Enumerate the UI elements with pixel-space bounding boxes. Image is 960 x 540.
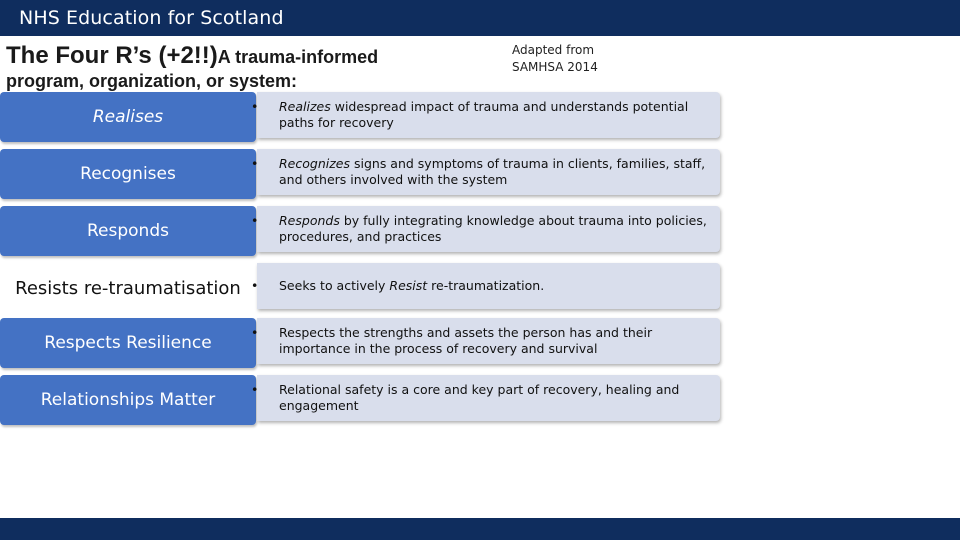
r-label-respects: Respects Resilience [0, 318, 256, 368]
r-desc-recognises: • Recognizes signs and symptoms of trauma in clients, families, staff, and others involved with the system [257, 149, 720, 195]
r-label-relationships: Relationships Matter [0, 375, 256, 425]
slide-title [6, 42, 496, 89]
r-desc-resists: • Seeks to actively Resist re-traumatization. [257, 263, 720, 309]
r-desc-pre: Seeks to actively [279, 278, 390, 293]
title-main: The Four R’s (+2!!) [6, 42, 218, 69]
r-desc-realises: • Realizes widespread impact of trauma and understands potential paths for recovery [257, 92, 720, 138]
r-label-resists: Resists re-traumatisation [0, 263, 256, 313]
r-row-responds [0, 206, 720, 256]
r-desc-emph: Realizes [279, 99, 331, 114]
r-desc-text: widespread impact of trauma and understands potential paths for recovery [279, 99, 689, 130]
r-label-responds: Responds [0, 206, 256, 256]
title-line-2: program, organization, or system: [6, 71, 298, 91]
title-sub: A trauma-informed [217, 47, 379, 67]
r-desc-text: signs and symptoms of trauma in clients, families, staff, and others involved with the system [279, 156, 706, 187]
r-row-realises [0, 92, 720, 142]
r-row-recognises [0, 149, 720, 199]
r-row-relationships [0, 375, 720, 425]
source-note-line-2: SAMHSA 2014 [512, 60, 598, 74]
r-desc-emph: Resist [389, 278, 428, 293]
r-label-recognises: Recognises [0, 149, 256, 199]
source-note-line-1: Adapted from [512, 43, 595, 57]
r-desc-emph: Responds [279, 213, 340, 228]
r-desc-text: Respects the strengths and assets the person has and their importance in the process of recovery and survival [279, 325, 653, 356]
r-row-respects [0, 318, 720, 368]
organization-name: NHS Education for Scotland [19, 7, 284, 29]
r-desc-emph: Recognizes [279, 156, 350, 171]
source-note [512, 42, 632, 76]
footer-bar [0, 518, 960, 540]
r-desc-respects: • Respects the strengths and assets the person has and their importance in the process of recovery and survival [257, 318, 720, 364]
r-row-resists [0, 263, 720, 313]
r-desc-text: Relational safety is a core and key part of recovery, healing and engagement [279, 382, 680, 413]
r-label-realises: Realises [0, 92, 256, 142]
r-desc-responds: • Responds by fully integrating knowledge about trauma into policies, procedures, and practices [257, 206, 720, 252]
header-bar [0, 0, 960, 36]
r-desc-relationships: • Relational safety is a core and key part of recovery, healing and engagement [257, 375, 720, 421]
r-desc-text: by fully integrating knowledge about trauma into policies, procedures, and practices [279, 213, 707, 244]
r-desc-text: re-traumatization. [427, 278, 545, 293]
